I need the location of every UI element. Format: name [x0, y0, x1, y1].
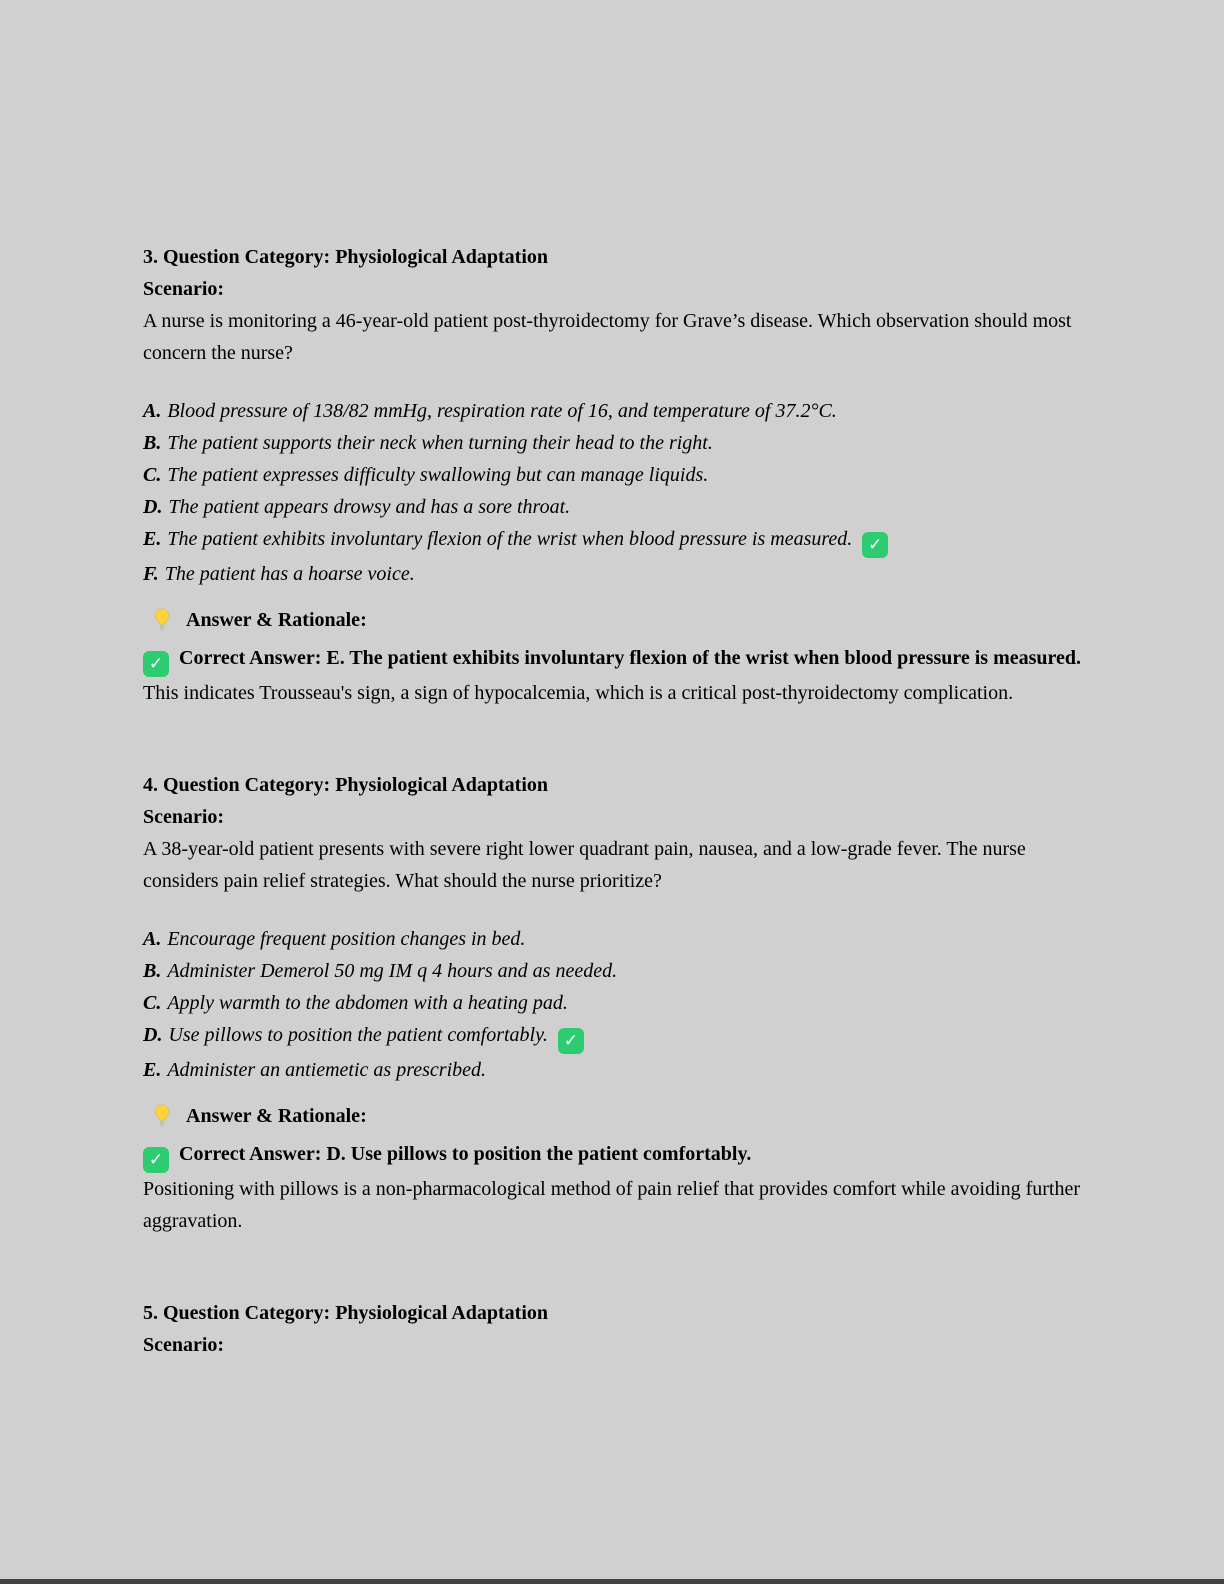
scenario-text: A nurse is monitoring a 46-year-old patient post-thyroidectomy for Grave’s disease. Which observation should most concern the nurse? [143, 310, 1072, 364]
option-text: Encourage frequent position changes in bed. [167, 928, 526, 950]
option-a [143, 395, 1083, 427]
option-text: The patient has a hoarse voice. [164, 563, 415, 585]
scenario-text: A 38-year-old patient presents with severe right lower quadrant pain, nausea, and a low-grade fever. The nurse considers pain relief strategies. What should the nurse prioritize? [143, 838, 1026, 892]
document-content [143, 241, 1083, 1361]
lightbulb-icon [151, 1102, 173, 1130]
correct-answer-text: Correct Answer: E. The patient exhibits involuntary flexion of the wrist when blood pressure is measured. [179, 647, 1082, 669]
option-c [143, 987, 1083, 1019]
option-letter: A. [143, 928, 162, 950]
check-icon: ✓ [558, 1028, 584, 1054]
options-list [143, 923, 1083, 1086]
question-block-4 [143, 769, 1083, 1237]
option-text: Blood pressure of 138/82 mmHg, respiration rate of 16, and temperature of 37.2°C. [167, 400, 837, 422]
question-block-3 [143, 241, 1083, 709]
option-letter: A. [143, 400, 162, 422]
check-icon: ✓ [862, 532, 888, 558]
option-c [143, 459, 1083, 491]
option-e-correct [143, 523, 1083, 558]
scenario-label: Scenario: [143, 806, 225, 828]
answer-rationale-label: Answer & Rationale: [186, 609, 367, 631]
option-letter: E. [143, 1059, 162, 1081]
option-text: Apply warmth to the abdomen with a heating pad. [167, 992, 568, 1014]
option-text: The patient appears drowsy and has a sore throat. [168, 496, 571, 518]
scenario-label: Scenario: [143, 278, 225, 300]
answer-rationale-label: Answer & Rationale: [186, 1105, 367, 1127]
check-icon: ✓ [143, 651, 169, 677]
scenario-label: Scenario: [143, 1334, 225, 1356]
options-list [143, 395, 1083, 590]
option-letter: D. [143, 496, 163, 518]
option-letter: D. [143, 1024, 163, 1046]
answer-rationale-heading [143, 604, 1083, 636]
option-b [143, 427, 1083, 459]
option-text: The patient expresses difficulty swallowing but can manage liquids. [167, 464, 709, 486]
option-e [143, 1054, 1083, 1086]
option-d-correct [143, 1019, 1083, 1054]
option-text: Use pillows to position the patient comfortably. [168, 1024, 548, 1046]
option-a [143, 923, 1083, 955]
question-heading: 3. Question Category: Physiological Adaptation [143, 246, 549, 268]
option-letter: C. [143, 464, 162, 486]
option-text: Administer Demerol 50 mg IM q 4 hours and as needed. [167, 960, 618, 982]
rationale-text: This indicates Trousseau's sign, a sign of hypocalcemia, which is a critical post-thyroidectomy complication. [143, 682, 1014, 704]
option-b [143, 955, 1083, 987]
correct-answer-line [143, 642, 1083, 677]
check-icon: ✓ [143, 1147, 169, 1173]
option-letter: B. [143, 960, 162, 982]
correct-answer-text: Correct Answer: D. Use pillows to position the patient comfortably. [179, 1143, 752, 1165]
correct-answer-line [143, 1138, 1083, 1173]
option-letter: C. [143, 992, 162, 1014]
option-text: Administer an antiemetic as prescribed. [167, 1059, 486, 1081]
question-heading: 4. Question Category: Physiological Adaptation [143, 774, 549, 796]
lightbulb-icon [151, 606, 173, 634]
option-text: The patient exhibits involuntary flexion of the wrist when blood pressure is measured. [167, 528, 853, 550]
option-text: The patient supports their neck when turning their head to the right. [167, 432, 713, 454]
question-heading: 5. Question Category: Physiological Adaptation [143, 1302, 549, 1324]
rationale-text: Positioning with pillows is a non-pharmacological method of pain relief that provides comfort while avoiding further aggravation. [143, 1178, 1081, 1232]
option-d [143, 491, 1083, 523]
question-block-5 [143, 1297, 1083, 1361]
option-letter: E. [143, 528, 162, 550]
option-letter: F. [143, 563, 159, 585]
option-f [143, 558, 1083, 590]
option-letter: B. [143, 432, 162, 454]
answer-rationale-heading [143, 1100, 1083, 1132]
page-bottom-bar [0, 1579, 1224, 1584]
